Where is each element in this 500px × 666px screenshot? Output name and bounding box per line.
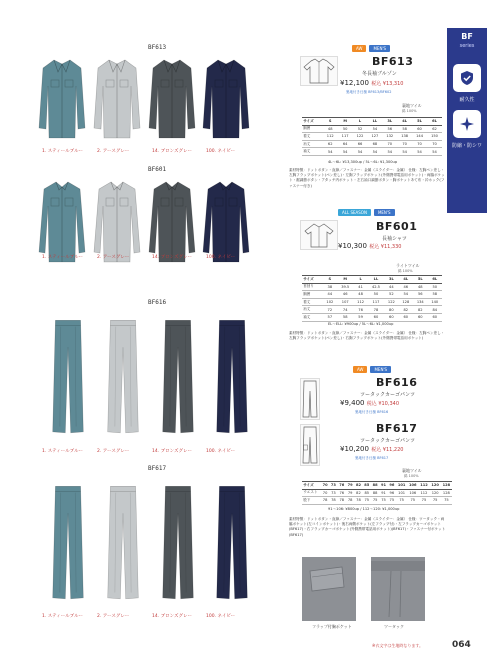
table-cell: 4L (399, 276, 413, 284)
table-cell: 46 (399, 283, 413, 291)
color-caption: 100. ネイビー (206, 614, 236, 619)
table-row (302, 489, 452, 497)
table-cell: LL (367, 118, 382, 126)
table-cell: 42.5 (368, 283, 384, 291)
size-table-bf613 (302, 117, 442, 156)
table-cell: 68 (367, 140, 382, 148)
table-cell: 50 (338, 125, 353, 133)
series-code: BF (461, 32, 473, 41)
table-cell: 袖丈 (302, 148, 323, 156)
table-cell: 75 (396, 497, 407, 505)
table-cell: 85 (364, 483, 370, 488)
garment-image-pants (50, 312, 86, 446)
color-caption: 100. ネイビー (206, 255, 236, 260)
garment-image-pants (50, 478, 86, 612)
color-caption: 14. ブロンズグレー (152, 149, 192, 154)
footer-note: ※衣文字は生地時なります。 (372, 643, 424, 648)
tag-gender: MEN'S (369, 45, 390, 52)
table-cell: 54 (427, 148, 442, 156)
table-cell: 112 (420, 483, 428, 488)
table-cell: 117 (368, 298, 384, 306)
table-cell: 140 (428, 298, 442, 306)
product-code-bf613: BF613 (372, 55, 414, 68)
table-cell: 38 (323, 283, 337, 291)
table-cell: 79 (347, 490, 353, 495)
table-cell: 60 (368, 313, 384, 321)
table-cell: 150 (427, 133, 442, 141)
table-cell: 75 (389, 498, 395, 503)
table-cell: 120 (431, 483, 439, 488)
tags-bf616 (353, 366, 391, 373)
table-header-row (302, 482, 452, 490)
table-cell: 5L (413, 276, 427, 284)
table-cell: 75 (372, 498, 378, 503)
table-row (302, 140, 442, 148)
table-cell: 62 (427, 125, 442, 133)
price-value: ¥9,400 (340, 399, 365, 407)
table-cell: 57 (323, 313, 337, 321)
table-cell: 54 (367, 125, 382, 133)
desc-bf601: 素材特徴：ドットボタン・直線／ファスナー：金属（スライダー：金属） 仕様：左胸ペン差し・左胸フラップポケット(ペン差し)・右胸フラップポケット(外側携帯電話用ポケット) (289, 331, 445, 341)
tag-season: AW (353, 366, 367, 373)
table-cell: M (337, 276, 353, 284)
fabric-bf601: ライトツイル (396, 263, 420, 268)
series-subtitle: series (459, 43, 475, 49)
sparkle-icon (453, 110, 481, 138)
table-cell: 79 (347, 483, 353, 488)
table-cell: 60 (413, 313, 427, 321)
garment-image-jacket (147, 56, 197, 148)
table-cell: 54 (399, 291, 413, 299)
table-cell: 3L (384, 276, 398, 284)
table-cell: 70 (322, 490, 328, 495)
color-caption: 14. ブロンズグレー (152, 449, 192, 454)
product-name-bf613: 冬長袖ブルゾン (362, 71, 397, 77)
color-caption: 100. ネイビー (206, 449, 236, 454)
table-cell: 着丈 (302, 133, 323, 141)
table-cell: 138 (397, 133, 412, 141)
table-row (302, 298, 442, 306)
detail-caption-flap-pocket: フラップ付胸ポケット (312, 624, 352, 629)
table-cell: 56 (413, 291, 427, 299)
table-cell: 裄丈 (302, 306, 323, 314)
series-tab (447, 28, 487, 213)
shirt-thumbnail (300, 220, 338, 250)
table-cell: 50 (368, 291, 384, 299)
section-code-bf613: BF613 (148, 44, 167, 51)
table-cell: 54 (412, 148, 427, 156)
table-cell: 75 (418, 497, 429, 505)
table-cell: 64 (338, 140, 353, 148)
table-cell: 着丈 (302, 298, 323, 306)
fabric-sub-bf613: 綿 100% (402, 109, 417, 113)
product-name-bf616: ツータックカーゴパンツ (360, 392, 416, 398)
table-header-row (302, 276, 442, 284)
table-cell: 76 (353, 306, 367, 314)
table-cell: 101 (397, 483, 406, 488)
product-code-bf617: BF617 (376, 422, 418, 435)
table-cell: 4L (397, 118, 412, 126)
tag-gender: MEN'S (370, 366, 391, 373)
fabric-sub-bf617: 綿 100% (404, 474, 419, 478)
table-cell: 112 (323, 133, 338, 141)
table-cell: 76 (339, 483, 345, 488)
color-caption: 1. スティールブルー (42, 449, 84, 454)
table-cell: 128 (442, 483, 451, 488)
table-cell: 78 (368, 306, 384, 314)
table-cell: 106 (409, 483, 417, 488)
table-cell: 75 (407, 497, 418, 505)
table-cell: 132 (382, 133, 397, 141)
detail-photo-flap-pocket (302, 557, 356, 621)
table-cell: 75 (364, 498, 370, 503)
table-header-row (302, 118, 442, 126)
table-cell: LL (368, 276, 384, 284)
table-cell: 胸囲 (302, 125, 323, 133)
table-cell: 44 (323, 291, 337, 299)
pants-thumbnail-bf617 (300, 424, 320, 466)
table-row (302, 125, 442, 133)
table-cell: 82 (355, 483, 361, 488)
size-table-bf617 (302, 481, 452, 505)
table-cell: 75 (381, 498, 386, 503)
table-cell: 70 (427, 140, 442, 148)
table-cell: 82 (356, 490, 361, 495)
price-tax: 税込 ¥10,340 (366, 401, 400, 407)
table-cell: 70 (397, 140, 412, 148)
table-cell: 78 (322, 498, 328, 503)
product-name-bf601: 長袖シャツ (382, 236, 407, 242)
color-caption: 2. アースグレー (97, 449, 130, 454)
shield-icon (453, 64, 481, 92)
table-cell: 91 (380, 483, 386, 488)
detail-photo-two-tuck (371, 557, 425, 621)
table-cell: 127 (367, 133, 382, 141)
price-tax: 税込 ¥13,310 (371, 81, 404, 87)
table-cell: 128 (441, 489, 452, 497)
table-cell: 117 (338, 133, 353, 141)
table-cell: 78 (347, 498, 353, 503)
color-caption: 2. アースグレー (97, 614, 130, 619)
color-caption: 14. ブロンズグレー (152, 255, 192, 260)
table-cell: 5L (412, 118, 427, 126)
table-cell: 120 (430, 489, 441, 497)
product-name-bf617: ツータックカーゴパンツ (360, 438, 416, 444)
table-cell: 80 (384, 306, 398, 314)
table-row (302, 497, 452, 505)
garment-image-pants (160, 478, 196, 612)
color-caption: 100. ネイビー (206, 149, 236, 154)
price-bf613 (340, 79, 403, 87)
table-cell: 54 (353, 148, 368, 156)
fabric-sub-bf601: 綿 100% (398, 269, 413, 273)
table-cell: L (353, 118, 368, 126)
table-cell: 62 (323, 140, 338, 148)
table-cell: サイズ (302, 118, 323, 126)
garment-image-jacket (92, 56, 142, 148)
color-caption: 2. アースグレー (97, 149, 130, 154)
fabric-bf617: 裏地ツイル (402, 468, 422, 473)
table-cell: 72 (323, 306, 337, 314)
table-cell: 6L (427, 118, 442, 126)
table-cell: 60 (412, 125, 427, 133)
section-code-bf601: BF601 (148, 166, 167, 173)
table-cell: 82 (413, 306, 427, 314)
tag-gender: MEN'S (374, 209, 395, 216)
color-caption: 1. スティールブルー (42, 255, 84, 260)
table-cell: 91 (381, 490, 386, 495)
table-cell: 82 (399, 306, 413, 314)
table-cell: 60 (428, 313, 442, 321)
table-cell: 48 (323, 125, 338, 133)
table-cell: 股下 (302, 497, 321, 505)
product-code-bf616: BF616 (376, 376, 418, 389)
table-cell: 78 (339, 498, 345, 503)
price-tax: 税込 ¥11,220 (371, 447, 404, 453)
tag-season: ALL SEASON (338, 209, 371, 216)
table-cell: 96 (389, 483, 395, 488)
table-cell: 54 (338, 148, 353, 156)
table-cell: 41 (353, 283, 367, 291)
color-caption: 2. アースグレー (97, 255, 130, 260)
table-cell: 58 (337, 313, 353, 321)
table-cell: 裄丈 (302, 140, 323, 148)
table-cell: 75 (441, 497, 452, 505)
size-table-bf601 (302, 275, 442, 322)
table-cell: 首回り (302, 283, 323, 291)
table-cell: L (353, 276, 367, 284)
table-cell: 70 (322, 483, 328, 488)
size-note-bf613: 4L〜6L: ¥13,300up / 5L〜6L: ¥1,300up (328, 160, 398, 164)
table-cell: 128 (399, 298, 413, 306)
table-cell: 88 (372, 483, 378, 488)
table-cell: 56 (382, 125, 397, 133)
table-cell: 112 (418, 489, 429, 497)
table-cell: 66 (353, 140, 368, 148)
garment-image-jacket (201, 56, 251, 148)
size-note-bf601: EL〜ELL: ¥900up / 5L〜6L: ¥1,000up (328, 322, 394, 326)
pants-thumbnail-bf616 (300, 378, 320, 420)
section-code-bf616: BF616 (148, 299, 167, 306)
table-cell: 102 (323, 298, 337, 306)
table-cell: 60 (399, 313, 413, 321)
table-row (302, 148, 442, 156)
table-cell: 52 (353, 125, 368, 133)
table-cell: 78 (331, 498, 336, 503)
table-cell: 袖丈 (302, 313, 323, 321)
table-row (302, 306, 442, 314)
color-caption: 1. スティールブルー (42, 614, 84, 619)
table-cell: 50 (428, 283, 442, 291)
table-cell: 58 (428, 291, 442, 299)
table-cell: 76 (339, 490, 345, 495)
product-code-bf601: BF601 (376, 220, 418, 233)
tags-bf601 (338, 209, 395, 216)
garment-image-pants (160, 312, 196, 446)
table-cell: 70 (382, 140, 397, 148)
table-cell: 84 (428, 306, 442, 314)
table-cell: 46 (337, 291, 353, 299)
color-caption: 14. ブロンズグレー (152, 614, 192, 619)
color-caption: 1. スティールブルー (42, 149, 84, 154)
table-cell: 6L (428, 276, 442, 284)
table-cell: 70 (412, 140, 427, 148)
table-cell: 96 (389, 490, 395, 495)
feature-label-durability: 耐久性 (459, 97, 475, 103)
table-row (302, 283, 442, 291)
table-cell: 胸囲 (302, 291, 323, 299)
size-note-bf617: 91〜106: ¥800up / 112〜120: ¥1,000up (328, 507, 400, 511)
table-cell: 106 (407, 489, 418, 497)
page-number: 064 (452, 640, 471, 650)
table-cell: 48 (413, 283, 427, 291)
table-row (302, 133, 442, 141)
note-bf616: 裏地付き仕様 BF616 (355, 410, 389, 414)
table-cell: S (323, 118, 338, 126)
garment-image-pants (105, 312, 141, 446)
table-cell: 85 (364, 490, 370, 495)
note-bf617: 裏地付き仕様 BF617 (355, 456, 389, 460)
garment-image-pants (105, 478, 141, 612)
fabric-bf613: 裏地ツイル (402, 103, 422, 108)
table-cell: 74 (337, 306, 353, 314)
table-cell: 48 (353, 291, 367, 299)
desc-bf617: 素材特徴：ドットボタン・直線／ファスナー：金属（スライダー：金属） 仕様：ツータック・両脇ポケット(左コインポケット)・後右両側ポケット(左フラップ付)・左フラップカーゴポケット(BF617)・右フラップカーゴポケット(外側携帯電話用ポケット)(BF617)・ファスナー付ポケット(BF617) (289, 517, 446, 537)
table-cell: 54 (323, 148, 338, 156)
tags-bf613 (352, 45, 390, 52)
table-cell: 54 (382, 148, 397, 156)
table-cell: 44 (384, 283, 398, 291)
table-cell: M (338, 118, 353, 126)
table-cell: サイズ (302, 276, 323, 284)
table-cell: 54 (397, 148, 412, 156)
detail-caption-two-tuck: ツータック (384, 624, 404, 629)
price-bf601 (338, 242, 401, 250)
price-bf616 (340, 399, 399, 407)
tag-season: AW (352, 45, 366, 52)
table-cell: 3L (382, 118, 397, 126)
garment-image-jacket (37, 56, 87, 148)
garment-image-pants (214, 478, 250, 612)
table-cell: 73 (330, 483, 336, 488)
table-row (302, 291, 442, 299)
table-cell: 73 (331, 490, 336, 495)
table-cell: 60 (384, 313, 398, 321)
table-cell: 52 (384, 291, 398, 299)
price-value: ¥12,100 (340, 79, 369, 87)
table-cell: 78 (356, 498, 361, 503)
table-cell: 75 (430, 497, 441, 505)
table-cell: 112 (353, 298, 367, 306)
table-cell: 39.5 (337, 283, 353, 291)
table-cell: 58 (397, 125, 412, 133)
table-cell: 107 (337, 298, 353, 306)
table-cell: 59 (353, 313, 367, 321)
garment-image-pants (214, 312, 250, 446)
table-cell: 122 (353, 133, 368, 141)
price-tax: 税込 ¥11,330 (369, 244, 402, 250)
table-cell: 144 (412, 133, 427, 141)
jacket-thumbnail (300, 56, 338, 86)
table-row (302, 313, 442, 321)
table-cell: サイズ (302, 482, 321, 490)
table-cell: 88 (372, 490, 378, 495)
table-cell: ウエスト (302, 489, 321, 497)
table-cell: 134 (413, 298, 427, 306)
note-bf613: 裏地付き仕様 BF613/BF602 (346, 90, 392, 94)
table-cell: S (323, 276, 337, 284)
price-value: ¥10,300 (338, 242, 367, 250)
table-cell: 54 (367, 148, 382, 156)
table-cell: 122 (384, 298, 398, 306)
price-bf617 (340, 445, 403, 453)
desc-bf613: 素材特徴：ドットボタン・直線／ファスナー：金属（スライダー：金属） 仕様：左胸ペン差し・左胸フラップポケット(ペン差し)・左胸フラップポケット(外側携帯電話用ポケット)・両脇ポケット・裾調節ボタン・アタッチ内ポケット・左右袖口調節ボタン・胸ポケットあて布・衿ホック(ファスナー付き) (289, 168, 445, 188)
price-value: ¥10,200 (340, 445, 369, 453)
table-cell: 101 (396, 489, 407, 497)
section-code-bf617: BF617 (148, 465, 167, 472)
feature-label-shrink-wrinkle: 防縮・防シワ (451, 143, 482, 149)
